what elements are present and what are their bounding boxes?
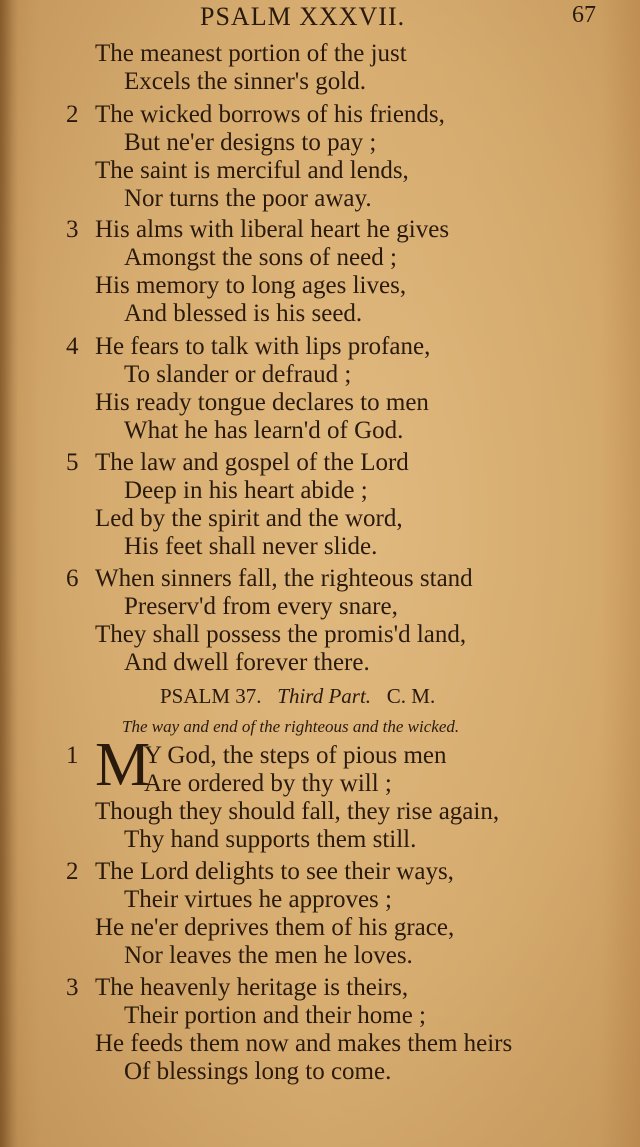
verse-line-text: The heavenly heritage is theirs, [95, 974, 409, 1001]
page-number: 67 [572, 2, 596, 28]
verse-line-text: His alms with liberal heart he gives [95, 216, 450, 243]
verse-line: His feet shall never slide. [124, 533, 378, 560]
verse-line: But ne'er designs to pay ; [124, 129, 377, 156]
verse-line [0, 216, 600, 244]
verse-line [0, 101, 600, 129]
stanza-3 [0, 216, 600, 328]
verse-line-text: When sinners fall, the righteous stand [95, 565, 473, 592]
verse-line: Amongst the sons of need ; [124, 244, 397, 271]
verse-line [0, 858, 600, 886]
verse-line: Their virtues he approves ; [124, 886, 392, 913]
verse-line: The meanest portion of the just [95, 40, 407, 67]
stanza-3-3 [0, 974, 600, 1086]
stanza-5 [0, 449, 600, 561]
section-subtitle: The way and end of the righteous and the wicked. [122, 717, 460, 736]
verse-line: Their portion and their home ; [124, 1002, 427, 1029]
verse-number: 5 [66, 449, 79, 476]
verse-line: Preserv'd from every snare, [124, 593, 398, 620]
stanza-3-1 [0, 731, 600, 854]
verse-line [0, 974, 600, 1002]
verse-line [0, 333, 600, 361]
verse-line: Nor leaves the men he loves. [124, 942, 413, 969]
verse-line [0, 565, 600, 593]
verse-line [0, 449, 600, 477]
verse-line-text: The Lord delights to see their ways, [95, 858, 454, 885]
stanza-continued [0, 40, 600, 96]
verse-line: To slander or defraud ; [124, 361, 352, 388]
verse-line: He ne'er deprives them of his grace, [95, 914, 455, 941]
stanza-2 [0, 101, 600, 213]
verse-line: Thy hand supports them still. [124, 826, 417, 853]
verse-number: 1 [66, 742, 79, 769]
verse-number: 3 [66, 216, 79, 243]
psalm-number: PSALM 37. [160, 684, 262, 708]
verse-line: Of blessings long to come. [124, 1058, 392, 1085]
verse-line: Nor turns the poor away. [124, 185, 372, 212]
stanza-3-2 [0, 858, 600, 970]
verse-line-text: He fears to talk with lips profane, [95, 333, 431, 360]
verse-line: He feeds them now and makes them heirs [95, 1030, 513, 1057]
verse-line-text: Y God, the steps of pious men [144, 742, 447, 769]
part-label: Third Part. [277, 684, 372, 708]
running-head: PSALM XXXVII. [200, 2, 406, 31]
verse-line: The saint is merciful and lends, [95, 157, 409, 184]
verse-line-text: The law and gospel of the Lord [95, 449, 409, 476]
section-title [160, 684, 435, 709]
verse-line: His memory to long ages lives, [95, 272, 407, 299]
verse-line: Deep in his heart abide ; [124, 477, 368, 504]
verse-line: They shall possess the promis'd land, [95, 621, 467, 648]
verse-line: Are ordered by thy will ; [144, 770, 392, 797]
verse-number: 2 [66, 858, 79, 885]
verse-number: 3 [66, 974, 79, 1001]
verse-line: Excels the sinner's gold. [124, 68, 366, 95]
verse-number: 6 [66, 565, 79, 592]
verse-line: And blessed is his seed. [124, 300, 363, 327]
meter-label: C. M. [386, 684, 436, 708]
drop-cap: M [95, 731, 151, 799]
stanza-6 [0, 565, 600, 677]
verse-line: What he has learn'd of God. [124, 417, 404, 444]
verse-line: His ready tongue declares to men [95, 389, 429, 416]
verse-number: 2 [66, 101, 79, 128]
verse-line: Led by the spirit and the word, [95, 505, 403, 532]
verse-line: And dwell forever there. [124, 649, 370, 676]
verse-number: 4 [66, 333, 79, 360]
verse-line-text: The wicked borrows of his friends, [95, 101, 445, 128]
stanza-4 [0, 333, 600, 445]
verse-line: Though they should fall, they rise again, [95, 798, 500, 825]
